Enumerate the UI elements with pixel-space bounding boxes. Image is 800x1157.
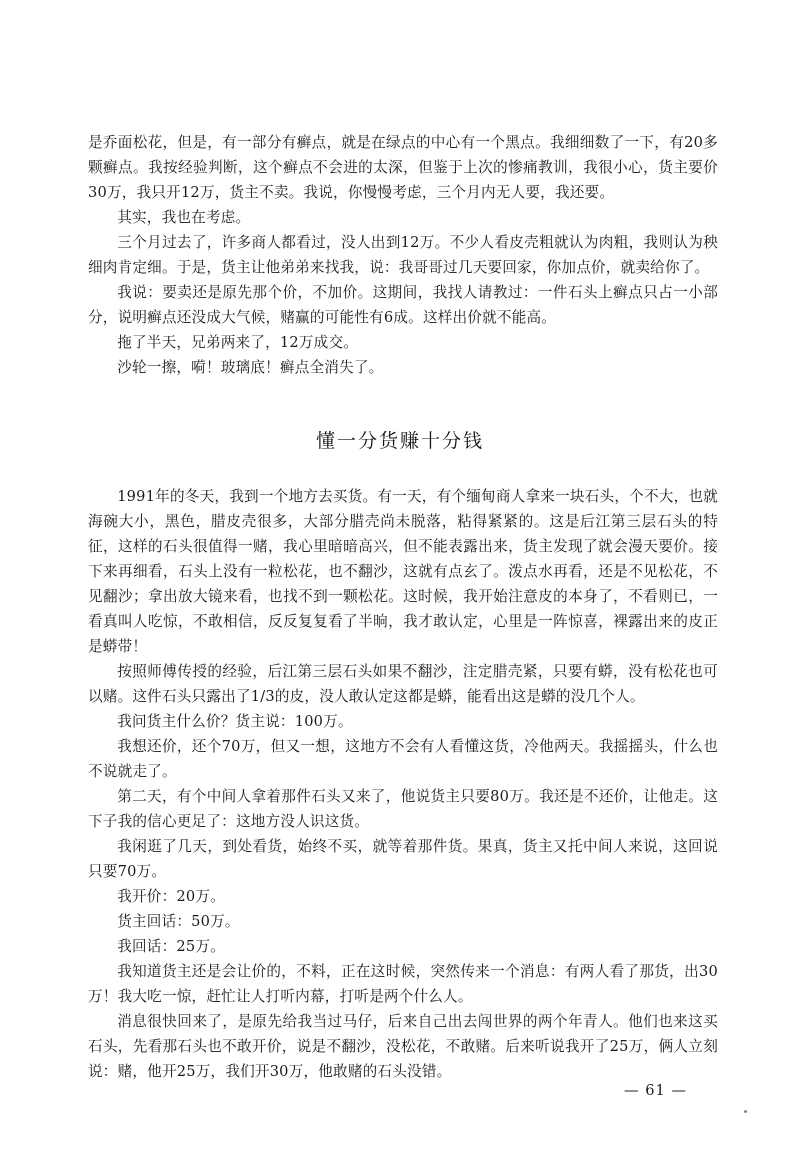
paragraph: 我回话：25万。 <box>117 938 225 955</box>
continued-text-block <box>88 130 718 380</box>
scan-speck <box>744 1110 747 1113</box>
section-title: 懂一分货赚十分钱 <box>315 430 484 452</box>
paragraph: 拖了半天，兄弟两来了，12万成交。 <box>117 334 359 351</box>
paragraph: 我闲逛了几天，到处看货，始终不买，就等着那件货。果真，货主又托中间人来说，这回说只要70万。 <box>88 838 718 880</box>
paragraph: 按照师傅传授的经验，后江第三层石头如果不翻沙，注定腊壳紧，只要有蟒，没有松花也可以赌。这件石头只露出了1/3的皮，没人敢认定这都是蟒，能看出这是蟒的没几个人。 <box>88 663 718 705</box>
paragraph: 消息很快回来了，是原先给我当过马仔，后来自己出去闯世界的两个年青人。他们也来这买石头，先看那石头也不敢开价，说是不翻沙，没松花，不敢赌。后来听说我开了25万，俩人立刻说：赌，他开25万，我们开30万，他敢赌的石头没错。 <box>88 1013 718 1080</box>
page-number: — 61 — <box>624 1082 688 1099</box>
paragraph: 沙轮一擦，嗬！玻璃底！癣点全消失了。 <box>117 359 384 376</box>
paragraph: 三个月过去了，许多商人都看过，没人出到12万。不少人看皮壳粗就认为肉粗，我则认为秧细肉肯定细。于是，货主让他弟弟来找我，说：我哥哥过几天要回家，你加点价，就卖给你了。 <box>88 234 718 276</box>
paragraph: 我问货主什么价？货主说：100万。 <box>117 713 353 730</box>
paragraph: 第二天，有个中间人拿着那件石头又来了，他说货主只要80万。我还是不还价，让他走。这下子我的信心更足了：这地方没人识这货。 <box>88 788 718 830</box>
paragraph: 我开价：20万。 <box>117 888 225 905</box>
paragraph: 我说：要卖还是原先那个价，不加价。这期间，我找人请教过：一件石头上癣点只占一小部分，说明癣点还没成大气候，赌赢的可能性有6成。这样出价就不能高。 <box>88 284 718 326</box>
section-text-block <box>88 484 718 1084</box>
paragraph: 其实，我也在考虑。 <box>117 209 251 226</box>
paragraph: 我知道货主还是会让价的，不料，正在这时候，突然传来一个消息：有两人看了那货，出30万！我大吃一惊，赶忙让人打听内幕，打听是两个什么人。 <box>88 963 718 1005</box>
paragraph: 1991年的冬天，我到一个地方去买货。有一天，有个缅甸商人拿来一块石头，个不大，也就海碗大小，黑色，腊皮壳很多，大部分腊壳尚未脱落，粘得紧紧的。这是后江第三层石头的特征，这样的石头很值得一赌，我心里暗暗高兴，但不能表露出来，货主发现了就会漫天要价。接下来再细看，石头上没有一粒松花，也不翻沙，这就有点玄了。泼点水再看，还是不见松花，不见翻沙；拿出放大镜来看，也找不到一颗松花。这时候，我开始注意皮的本身了，不看则已，一看真叫人吃惊，不敢相信，反反复复看了半晌，我才敢认定，心里是一阵惊喜，裸露出来的皮正是蟒带！ <box>88 488 718 655</box>
paragraph: 是乔面松花，但是，有一部分有癣点，就是在绿点的中心有一个黑点。我细细数了一下，有20多颗癣点。我按经验判断，这个癣点不会进的太深，但鉴于上次的惨痛教训，我很小心，货主要价30万，我只开12万，货主不卖。我说，你慢慢考虑，三个月内无人要，我还要。 <box>88 134 718 201</box>
paragraph: 货主回话：50万。 <box>117 913 240 930</box>
paragraph: 我想还价，还个70万，但又一想，这地方不会有人看懂这货，冷他两天。我摇摇头，什么也不说就走了。 <box>88 738 718 780</box>
